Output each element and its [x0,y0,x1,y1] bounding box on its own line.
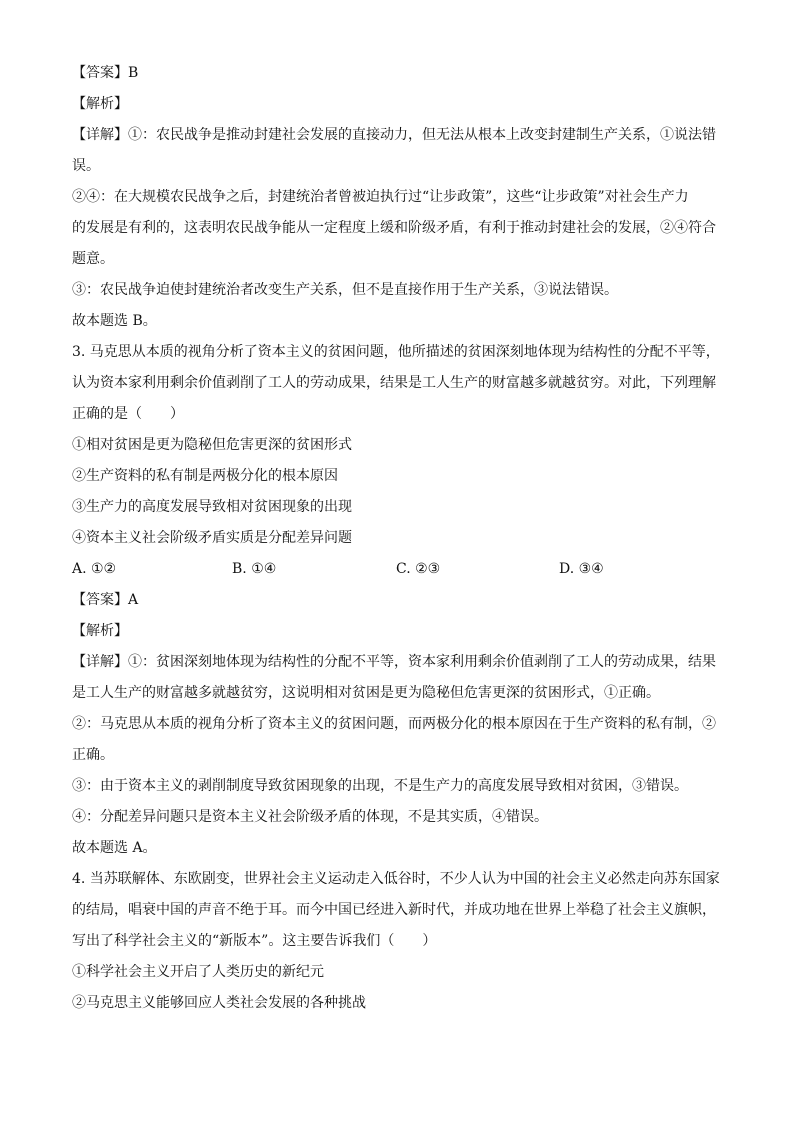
analysis-line: ②：马克思从本质的视角分析了资本主义的贫困问题，而两极分化的根本原因在于生产资料的私有制，② [72,716,716,732]
analysis-line: ③：农民战争迫使封建统治者改变生产关系，但不是直接作用于生产关系，③说法错误。 [72,282,618,298]
conclusion-line: 故本题选 A。 [72,840,157,856]
analysis-line: 【详解】①：贫困深刻地体现为结构性的分配不平等，资本家利用剩余价值剥削了工人的劳动成果，结果 [72,654,716,670]
conclusion-line: 故本题选 B。 [72,313,157,329]
statement-item: ①相对贫困是更为隐秘但危害更深的贫困形式 [72,437,352,453]
analysis-label: 【解析】 [72,96,128,112]
question-stem: 的结局，唱衰中国的声音不绝于耳。而今中国已经进入新时代，并成功地在世界上举稳了社会主义旗帜， [72,902,716,918]
statement-item: ④资本主义社会阶级矛盾实质是分配差异问题 [72,530,352,546]
statement-item: ③生产力的高度发展导致相对贫困现象的出现 [72,499,352,515]
analysis-line: ②④：在大规模农民战争之后，封建统治者曾被迫执行过“让步政策”，这些“让步政策”对社会生产力 [72,189,689,205]
option-c: C. ②③ [396,561,441,577]
option-a: A. ①② [72,561,117,577]
option-b: B. ①④ [232,561,277,577]
question-stem: 4. 当苏联解体、东欧剧变，世界社会主义运动走入低谷时，不少人认为中国的社会主义必然走向苏东国家 [72,871,720,887]
analysis-line: 正确。 [72,747,114,763]
analysis-line: ④：分配差异问题只是资本主义社会阶级矛盾的体现，不是其实质，④错误。 [72,809,548,825]
analysis-label: 【解析】 [72,623,128,639]
analysis-line: 误。 [72,158,100,174]
answer-options [72,554,732,585]
question-stem: 认为资本家利用剩余价值剥削了工人的劳动成果，结果是工人生产的财富越多就越贫穷。对此，下列理解 [72,375,716,391]
document-page [72,58,732,1019]
question-stem: 正确的是（ ） [72,406,184,422]
answer-label: 【答案】B [72,65,139,81]
analysis-line: 是工人生产的财富越多就越贫穷，这说明相对贫困是更为隐秘但危害更深的贫困形式，①正确。 [72,685,660,701]
analysis-line: 的发展是有利的，这表明农民战争能从一定程度上缓和阶级矛盾，有利于推动封建社会的发展，②④符合 [72,220,716,236]
statement-item: ①科学社会主义开启了人类历史的新纪元 [72,964,324,980]
statement-item: ②生产资料的私有制是两极分化的根本原因 [72,468,338,484]
answer-label: 【答案】A [72,592,139,608]
analysis-line: ③：由于资本主义的剥削制度导致贫困现象的出现，不是生产力的高度发展导致相对贫困，③错误。 [72,778,688,794]
analysis-line: 【详解】①：农民战争是推动封建社会发展的直接动力，但无法从根本上改变封建制生产关系，①说法错 [72,127,716,143]
statement-item: ②马克思主义能够回应人类社会发展的各种挑战 [72,995,366,1011]
question-stem: 3. 马克思从本质的视角分析了资本主义的贫困问题，他所描述的贫困深刻地体现为结构性的分配不平等， [72,344,720,360]
analysis-line: 题意。 [72,251,114,267]
option-d: D. ③④ [559,561,604,577]
question-stem: 写出了科学社会主义的“新版本”。这主要告诉我们（ ） [72,933,437,949]
